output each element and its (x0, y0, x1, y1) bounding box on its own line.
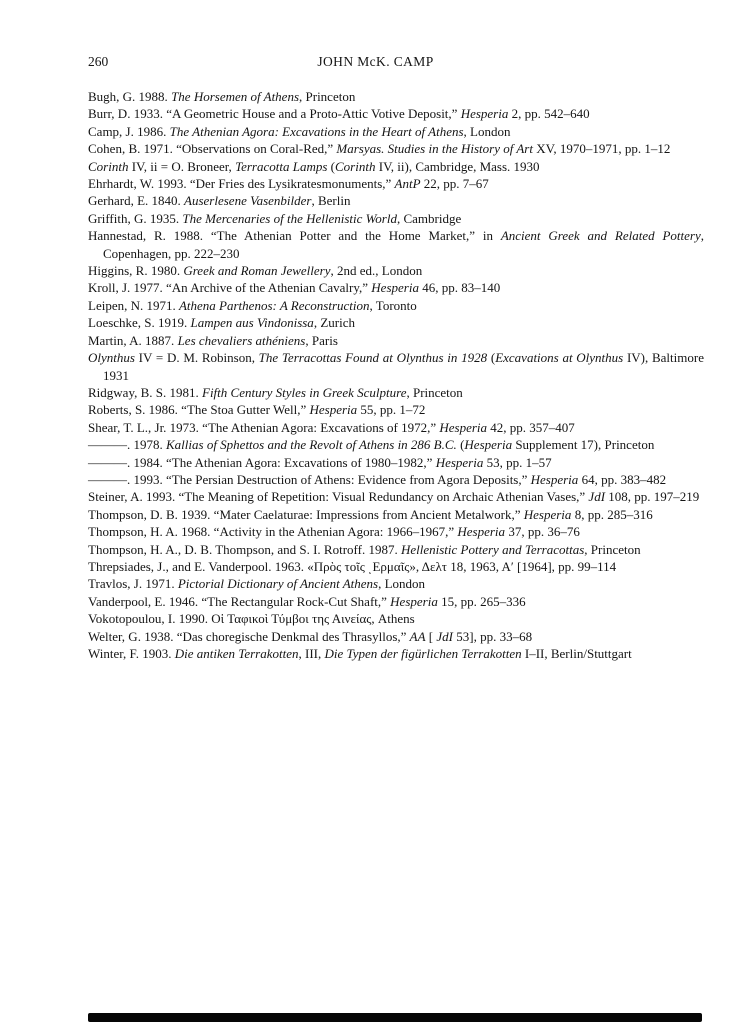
reference-text-run: ———. 1978. (88, 437, 166, 453)
reference-title-italic-run: Hesperia (439, 419, 488, 435)
reference-entry (88, 279, 704, 296)
reference-title-italic-run: Die antiken Terrakotten (174, 646, 299, 661)
reference-text-run: , London (463, 123, 511, 139)
reference-title-italic-run: Excavations at Olynthus (495, 350, 624, 366)
reference-text-run: , Princeton (299, 89, 356, 104)
reference-title-italic-run: Corinth (88, 158, 129, 174)
reference-text-run: Cohen, B. 1971. “Observations on Coral-Red,” (88, 141, 337, 157)
reference-entry (88, 314, 704, 331)
reference-entry (88, 105, 704, 122)
reference-text-run: 53, pp. 1–57 (483, 454, 552, 470)
reference-text-run: , Princeton (406, 384, 463, 400)
reference-text-run: , Toronto (369, 297, 417, 313)
reference-text-run: Threpsiades, J., and E. Vanderpool. 1963. «Πρὸς τοῖς ιΕρμαῖς», Δελτ 18, 1963, Α′ [1964], pp. 99–114 (88, 558, 617, 574)
reference-entry (88, 471, 704, 488)
reference-title-italic-run: Athena Parthenos: A Reconstruction (178, 297, 370, 313)
reference-entry (88, 610, 704, 627)
reference-text-run: 15, pp. 265–336 (437, 593, 526, 609)
reference-text-run: Kroll, J. 1977. “An Archive of the Athenian Cavalry,” (88, 280, 372, 296)
reference-text-run: 108, pp. 197–219 (605, 489, 700, 505)
reference-entry (88, 210, 704, 227)
reference-text-run: 22, pp. 7–67 (420, 176, 489, 192)
reference-entry (88, 575, 704, 592)
reference-title-italic-run: Kallias of Sphettos and the Revolt of Athens in 286 B.C. (166, 437, 457, 453)
reference-title-italic-run: Hesperia (460, 106, 509, 122)
reference-title-italic-run: Lampen aus Vindonissa (190, 315, 314, 331)
reference-entry (88, 175, 704, 192)
reference-entry (88, 506, 704, 523)
reference-entry (88, 123, 704, 140)
reference-text-run: 55, pp. 1–72 (357, 402, 426, 418)
reference-text-run: Leipen, N. 1971. (88, 297, 179, 313)
reference-text-run: Higgins, R. 1980. (88, 263, 184, 279)
reference-text-run: Ridgway, B. S. 1981. (88, 384, 202, 400)
reference-title-italic-run: Greek and Roman Jewellery (183, 263, 331, 279)
reference-text-run: XV, 1970–1971, pp. 1–12 (532, 141, 671, 157)
reference-title-italic-run: Hesperia (309, 402, 358, 418)
reference-title-italic-run: Hesperia (464, 437, 513, 453)
reference-text-run: Bugh, G. 1988. (88, 89, 172, 104)
reference-text-run: Griffith, G. 1935. (88, 210, 183, 226)
reference-text-run: Loeschke, S. 1919. (88, 315, 191, 331)
reference-entry (88, 523, 704, 540)
reference-text-run: , III, (298, 646, 325, 661)
reference-text-run: Vanderpool, E. 1946. “The Rectangular Rock-Cut Shaft,” (88, 593, 391, 609)
reference-entry (88, 454, 704, 471)
reference-text-run: ———. 1993. “The Persian Destruction of Athens: Evidence from Agora Deposits,” (88, 471, 531, 487)
reference-title-italic-run: Hesperia (530, 471, 579, 487)
reference-text-run: Martin, A. 1887. (88, 332, 178, 348)
reference-entry (88, 645, 704, 662)
reference-text-run: Vokotopoulou, I. 1990. Οἱ Ταφικοὶ Τύμβοι της Αινείας, Athens (88, 611, 415, 627)
reference-title-italic-run: Olynthus (88, 350, 135, 366)
reference-text-run: Roberts, S. 1986. “The Stoa Gutter Well,” (88, 402, 310, 418)
reference-title-italic-run: AA (409, 628, 426, 644)
reference-list (88, 88, 704, 662)
reference-text-run: , Princeton (584, 541, 641, 557)
reference-title-italic-run: Hesperia (457, 524, 506, 540)
reference-text-run: 46, pp. 83–140 (418, 280, 501, 296)
reference-entry (88, 541, 704, 558)
reference-text-run: Winter, F. 1903. (88, 646, 175, 661)
reference-title-italic-run: Fifth Century Styles in Greek Sculpture (202, 384, 407, 400)
reference-text-run: Camp, J. 1986. (88, 123, 170, 139)
reference-title-italic-run: The Mercenaries of the Hellenistic World (182, 210, 397, 226)
reference-text-run: Supplement 17), Princeton (512, 437, 655, 453)
reference-entry (88, 88, 704, 105)
reference-title-italic-run: Hesperia (435, 454, 484, 470)
reference-entry (88, 558, 704, 575)
reference-text-run: Burr, D. 1933. “A Geometric House and a Proto-Attic Votive Deposit,” (88, 106, 461, 122)
reference-entry (88, 262, 704, 279)
reference-text-run: IV, ii = O. Broneer, (128, 158, 236, 174)
reference-entry (88, 349, 704, 384)
reference-text-run: I–II, Berlin/Stuttgart (521, 646, 632, 661)
reference-text-run: IV, ii), Cambridge, Mass. 1930 (375, 158, 540, 174)
reference-text-run: , Copenhagen, pp. 222–230 (103, 228, 704, 261)
reference-text-run: 53], pp. 33–68 (453, 628, 533, 644)
reference-title-italic-run: JdI (436, 628, 453, 644)
reference-title-italic-run: The Athenian Agora: Excavations in the Heart of Athens (169, 123, 464, 139)
reference-text-run: ( (456, 437, 465, 453)
reference-text-run: , Paris (305, 332, 338, 348)
reference-entry (88, 384, 704, 401)
reference-title-italic-run: Hellenistic Pottery and Terracottas (400, 541, 585, 557)
reference-entry (88, 192, 704, 209)
reference-title-italic-run: Ancient Greek and Related Pottery (500, 228, 701, 244)
reference-text-run: Shear, T. L., Jr. 1973. “The Athenian Agora: Excavations of 1972,” (88, 419, 440, 435)
reference-title-italic-run: AntP (394, 176, 421, 192)
reference-title-italic-run: Auserlesene Vasenbilder (184, 193, 312, 209)
reference-title-italic-run: Hesperia (371, 280, 419, 296)
reference-text-run: ( (487, 350, 496, 366)
reference-text-run: Thompson, H. A. 1968. “Activity in the Athenian Agora: 1966–1967,” (88, 524, 458, 540)
reference-title-italic-run: JdI (588, 489, 606, 505)
reference-title-italic-run: Marsyas. Studies in the History of Art (336, 141, 533, 157)
reference-text-run: Thompson, D. B. 1939. “Mater Caelaturae: Impressions from Ancient Metalwork,” (88, 506, 524, 522)
reference-text-run: ( (327, 158, 336, 174)
reference-title-italic-run: Pictorial Dictionary of Ancient Athens (177, 576, 379, 592)
reference-text-run: Thompson, H. A., D. B. Thompson, and S. I. Rotroff. 1987. (88, 541, 401, 557)
reference-text-run: 64, pp. 383–482 (578, 471, 667, 487)
reference-text-run: 42, pp. 357–407 (487, 419, 575, 435)
page-number: 260 (88, 54, 109, 69)
reference-text-run: Welter, G. 1938. “Das choregische Denkmal des Thrasyllos,” (88, 628, 410, 644)
reference-title-italic-run: Les chevaliers athéniens (177, 332, 306, 348)
reference-text-run: 37, pp. 36–76 (505, 524, 580, 540)
reference-text-run: , London (378, 576, 426, 592)
reference-text-run: , Cambridge (396, 210, 462, 226)
reference-title-italic-run: Die Typen der figürlichen Terrakotten (324, 646, 522, 661)
reference-text-run: Gerhard, E. 1840. (88, 193, 185, 209)
reference-entry (88, 628, 704, 645)
reference-title-italic-run: The Terracottas Found at Olynthus in 1928 (258, 350, 488, 366)
reference-text-run: Travlos, J. 1971. (88, 576, 178, 592)
running-head-author: JOHN McK. CAMP (317, 54, 434, 69)
reference-title-italic-run: Corinth (335, 158, 376, 174)
reference-entry (88, 227, 704, 262)
reference-entry (88, 488, 704, 505)
reference-text-run: IV = D. M. Robinson, (134, 350, 259, 366)
reference-title-italic-run: Terracotta Lamps (235, 158, 328, 174)
reference-entry (88, 593, 704, 610)
reference-text-run: , Berlin (311, 193, 351, 209)
reference-entry (88, 297, 704, 314)
reference-text-run: , 2nd ed., London (330, 263, 423, 279)
reference-text-run: ———. 1984. “The Athenian Agora: Excavations of 1980–1982,” (88, 454, 436, 470)
reference-title-italic-run: Hesperia (523, 506, 572, 522)
reference-text-run: Ehrhardt, W. 1993. “Der Fries des Lysikratesmonuments,” (88, 176, 395, 192)
reference-text-run: 2, pp. 542–640 (508, 106, 590, 122)
reference-text-run: , Zurich (313, 315, 355, 331)
reference-text-run: IV), Baltimore 1931 (103, 350, 704, 383)
reference-entry (88, 158, 704, 175)
scan-artifact-bar (88, 1013, 702, 1022)
reference-title-italic-run: Hesperia (390, 593, 438, 609)
reference-text-run: Hannestad, R. 1988. “The Athenian Potter and the Home Market,” in (88, 228, 501, 244)
reference-entry (88, 436, 704, 453)
reference-entry (88, 140, 704, 157)
reference-text-run: 8, pp. 285–316 (571, 506, 653, 522)
reference-text-run: Steiner, A. 1993. “The Meaning of Repetition: Visual Redundancy on Archaic Athenian Vases,” (88, 489, 589, 505)
reference-entry (88, 401, 704, 418)
reference-entry (88, 419, 704, 436)
reference-title-italic-run: The Horsemen of Athens (171, 89, 300, 104)
reference-entry (88, 332, 704, 349)
reference-text-run: [ (425, 628, 437, 644)
